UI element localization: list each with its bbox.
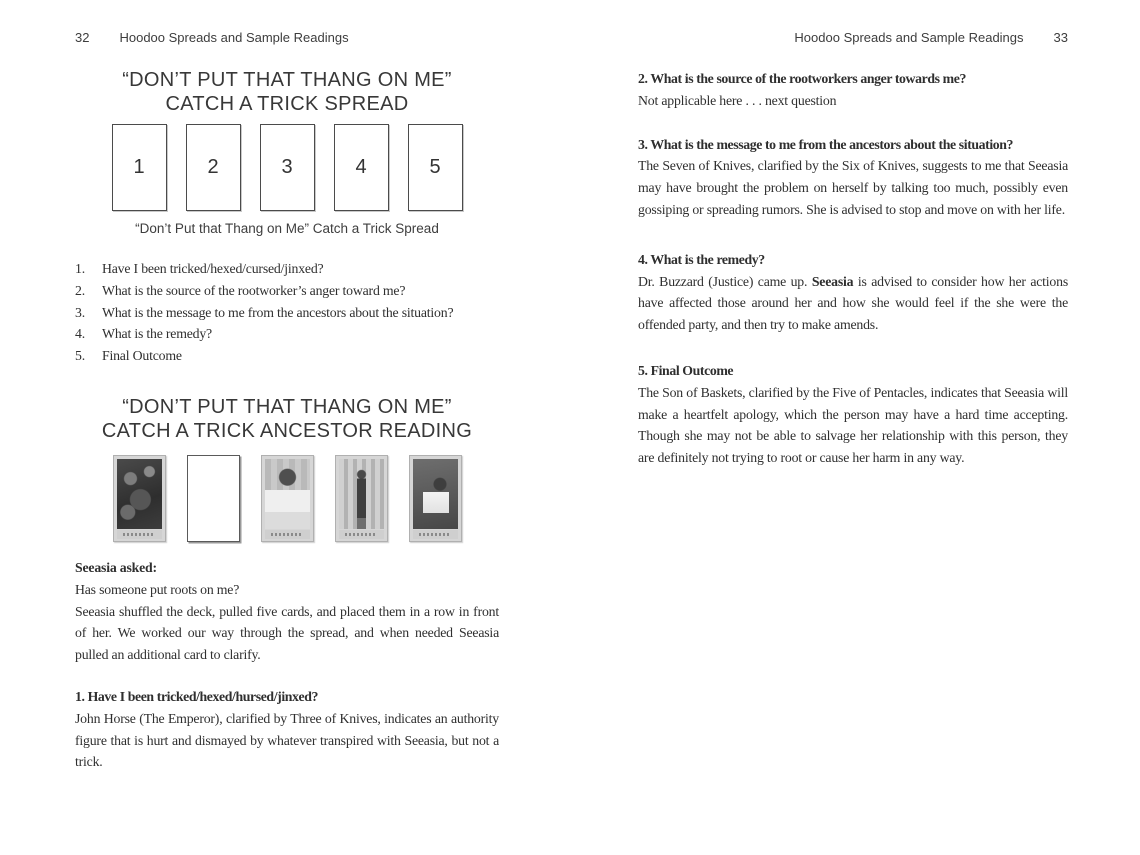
section-3-heading: 3. What is the message to me from the ancestors about the situation? bbox=[638, 136, 1014, 152]
right-page-number: 33 bbox=[1053, 30, 1068, 45]
section-4-body-before: Dr. Buzzard (Justice) came up. bbox=[638, 273, 812, 289]
reading-title-line2: CATCH A TRICK ANCESTOR READING bbox=[101, 419, 473, 442]
list-item-number: 1. bbox=[75, 261, 85, 276]
section-1 bbox=[75, 686, 499, 773]
section-5-body: The Son of Baskets, clarified by the Five of Pentacles, indicates that Seeasia will make a heartfelt apology, which the person may have a hard time accepting. Though she may not be able to salvage her relationship with this person, they are definitely not trying to root or cause her harm in any way. bbox=[638, 384, 1068, 466]
section-1-heading: 1. Have I been tricked/hexed/hursed/jinxed? bbox=[75, 688, 319, 704]
list-item-number: 5. bbox=[75, 348, 85, 364]
section-5-heading: 5. Final Outcome bbox=[638, 362, 734, 378]
list-item-number: 2. bbox=[75, 282, 85, 298]
figure-collage-card-image bbox=[113, 455, 166, 542]
asked-question-line: Has someone put roots on me? bbox=[75, 581, 240, 597]
section-3 bbox=[638, 134, 1068, 221]
section-4-body-after: is advised to consider how her actions have affected those around her and how she would feel if the she were the offended party, and then try to make amends. bbox=[638, 273, 1068, 333]
section-2-body: Not applicable here . . . next question bbox=[638, 92, 837, 108]
card-title-plate bbox=[339, 530, 384, 539]
section-3-body: The Seven of Knives, clarified by the Six of Knives, suggests to me that Seeasia may have brought the problem on herself by talking too much, possibly even gossiping or spreading rumors. She is advised to stop and move on with her life. bbox=[638, 158, 1068, 217]
spread-title-line2: CATCH A TRICK SPREAD bbox=[165, 93, 409, 115]
blank-card bbox=[187, 455, 240, 542]
spread-title bbox=[75, 68, 499, 116]
list-item-number: 3. bbox=[75, 304, 85, 320]
card-artwork bbox=[339, 459, 384, 529]
woman-portrait-card-image bbox=[261, 455, 314, 542]
seated-reader-card-image bbox=[409, 455, 462, 542]
reading-title-line1: “DON’T PUT THAT THANG ON ME” bbox=[122, 395, 452, 418]
man-at-columns-card-image bbox=[335, 455, 388, 542]
list-item-text: What is the message to me from the ancestors about the situation? bbox=[102, 304, 454, 320]
list-item-number: 4. bbox=[75, 326, 85, 342]
card-title-plate bbox=[413, 530, 458, 539]
reading-title bbox=[75, 395, 499, 443]
left-running-header-title: Hoodoo Spreads and Sample Readings bbox=[119, 30, 349, 45]
left-page-number: 32 bbox=[75, 30, 90, 45]
list-item bbox=[75, 280, 499, 302]
card-slot-3: 3 bbox=[260, 124, 315, 211]
card-slot-2: 2 bbox=[186, 124, 241, 211]
asked-body: Seeasia shuffled the deck, pulled five cards, and placed them in a row in front of her. We worked our way through the spread, and when needed Seeasia pulled an additional card to clarify. bbox=[75, 603, 499, 663]
card-title-plate bbox=[117, 530, 162, 539]
list-item bbox=[75, 345, 499, 367]
right-page bbox=[638, 30, 1068, 469]
asked-section bbox=[75, 557, 499, 666]
card-artwork bbox=[413, 459, 458, 529]
list-item-text: What is the remedy? bbox=[102, 326, 212, 342]
spread-diagram bbox=[75, 124, 499, 211]
list-item-text: What is the source of the rootworker’s anger toward me? bbox=[102, 282, 406, 298]
right-running-header-title: Hoodoo Spreads and Sample Readings bbox=[794, 30, 1024, 45]
section-4 bbox=[638, 249, 1068, 336]
card-title-plate bbox=[265, 530, 310, 539]
right-running-header bbox=[638, 30, 1068, 46]
section-4-heading: 4. What is the remedy? bbox=[638, 251, 765, 267]
section-4-body bbox=[638, 271, 1068, 336]
list-item bbox=[75, 323, 499, 345]
list-item bbox=[75, 302, 499, 324]
reading-card-row bbox=[75, 455, 499, 542]
section-4-body-bold: Seeasia bbox=[811, 273, 854, 289]
card-slot-5: 5 bbox=[408, 124, 463, 211]
card-artwork bbox=[117, 459, 162, 529]
asked-heading: Seeasia asked: bbox=[75, 559, 157, 575]
section-5 bbox=[638, 360, 1068, 469]
list-item bbox=[75, 258, 499, 280]
section-2-heading: 2. What is the source of the rootworkers anger towards me? bbox=[638, 71, 966, 86]
card-slot-4: 4 bbox=[334, 124, 389, 211]
spread-title-line1: “DON’T PUT THAT THANG ON ME” bbox=[122, 69, 452, 91]
card-slot-1: 1 bbox=[112, 124, 167, 211]
card-artwork bbox=[265, 459, 310, 529]
list-item-text: Have I been tricked/hexed/cursed/jinxed? bbox=[102, 261, 324, 276]
list-item-text: Final Outcome bbox=[102, 348, 182, 364]
question-list bbox=[75, 258, 499, 367]
section-1-body: John Horse (The Emperor), clarified by Three of Knives, indicates an authority figure that is hurt and dismayed by whatever transpired with Seeasia, but not a trick. bbox=[75, 710, 499, 770]
diagram-caption: “Don’t Put that Thang on Me” Catch a Trick Spread bbox=[135, 221, 439, 236]
section-2 bbox=[638, 68, 1068, 112]
left-page bbox=[75, 30, 499, 773]
left-running-header bbox=[75, 30, 499, 46]
